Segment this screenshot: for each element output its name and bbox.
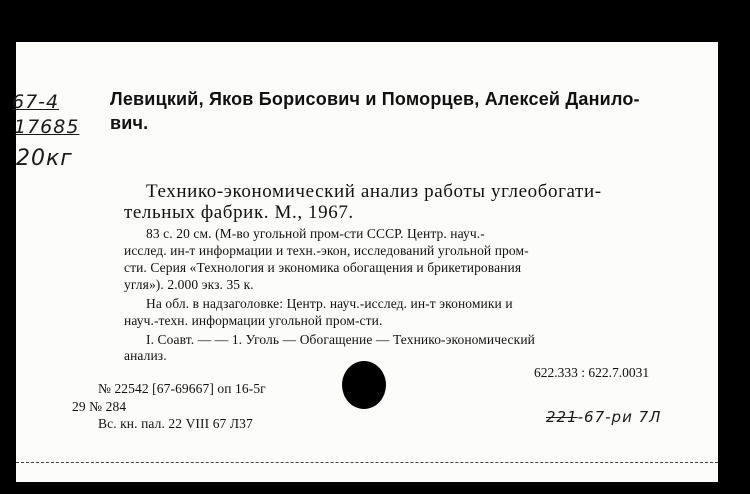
- handwritten-call-number-2: 17685: [14, 116, 80, 138]
- author-heading-line1: Левицкий, Яков Борисович и Поморцев, Алексей Данило-: [110, 89, 640, 109]
- catalog-line3: Вс. кн. пал. 22 VIII 67 Л37: [98, 416, 253, 431]
- title-line2: тельных фабрик. М., 1967.: [124, 202, 354, 223]
- author-heading-line2: вич.: [110, 113, 149, 133]
- description-line4: угля»). 2.000 экз. 35 к.: [124, 277, 254, 292]
- note-line1: На обл. в надзаголовке: Центр. науч.-исслед. ин-т экономики и: [146, 296, 513, 311]
- card-divider-line: [16, 462, 718, 463]
- handwritten-bottom-note-rest: -67-ри 7Л: [577, 408, 662, 426]
- scan-border-top: [0, 0, 750, 42]
- description-line3: сти. Серия «Технология и экономика обогащения и брикетирования: [124, 260, 522, 275]
- handwritten-call-number-1: 67-4: [12, 91, 60, 113]
- description-line2: исслед. ин-т информации и техн.-экон, исследований угольной пром-: [124, 243, 529, 258]
- classification-number: 622.333 : 622.7.0031: [534, 365, 650, 380]
- title-line1: Технико-экономический анализ работы углеобогати-: [146, 181, 602, 202]
- handwritten-bottom-note: [546, 408, 661, 426]
- catalog-line1: № 22542 [67-69667] оп 16-5г: [98, 381, 266, 396]
- description-line1: 83 с. 20 см. (М-во угольной пром-сти СССР. Центр. науч.-: [146, 226, 485, 241]
- punch-hole: [342, 361, 386, 409]
- handwritten-bottom-note-struck: 221: [546, 408, 578, 426]
- subject-line1: I. Соавт. — — 1. Уголь — Обогащение — Технико-экономический: [146, 332, 535, 347]
- note-line2: науч.-техн. информации угольной пром-сти.: [124, 313, 383, 328]
- subject-line2: анализ.: [124, 348, 167, 363]
- handwritten-note: 20кг: [16, 146, 73, 171]
- catalog-line2: 29 № 284: [72, 399, 127, 414]
